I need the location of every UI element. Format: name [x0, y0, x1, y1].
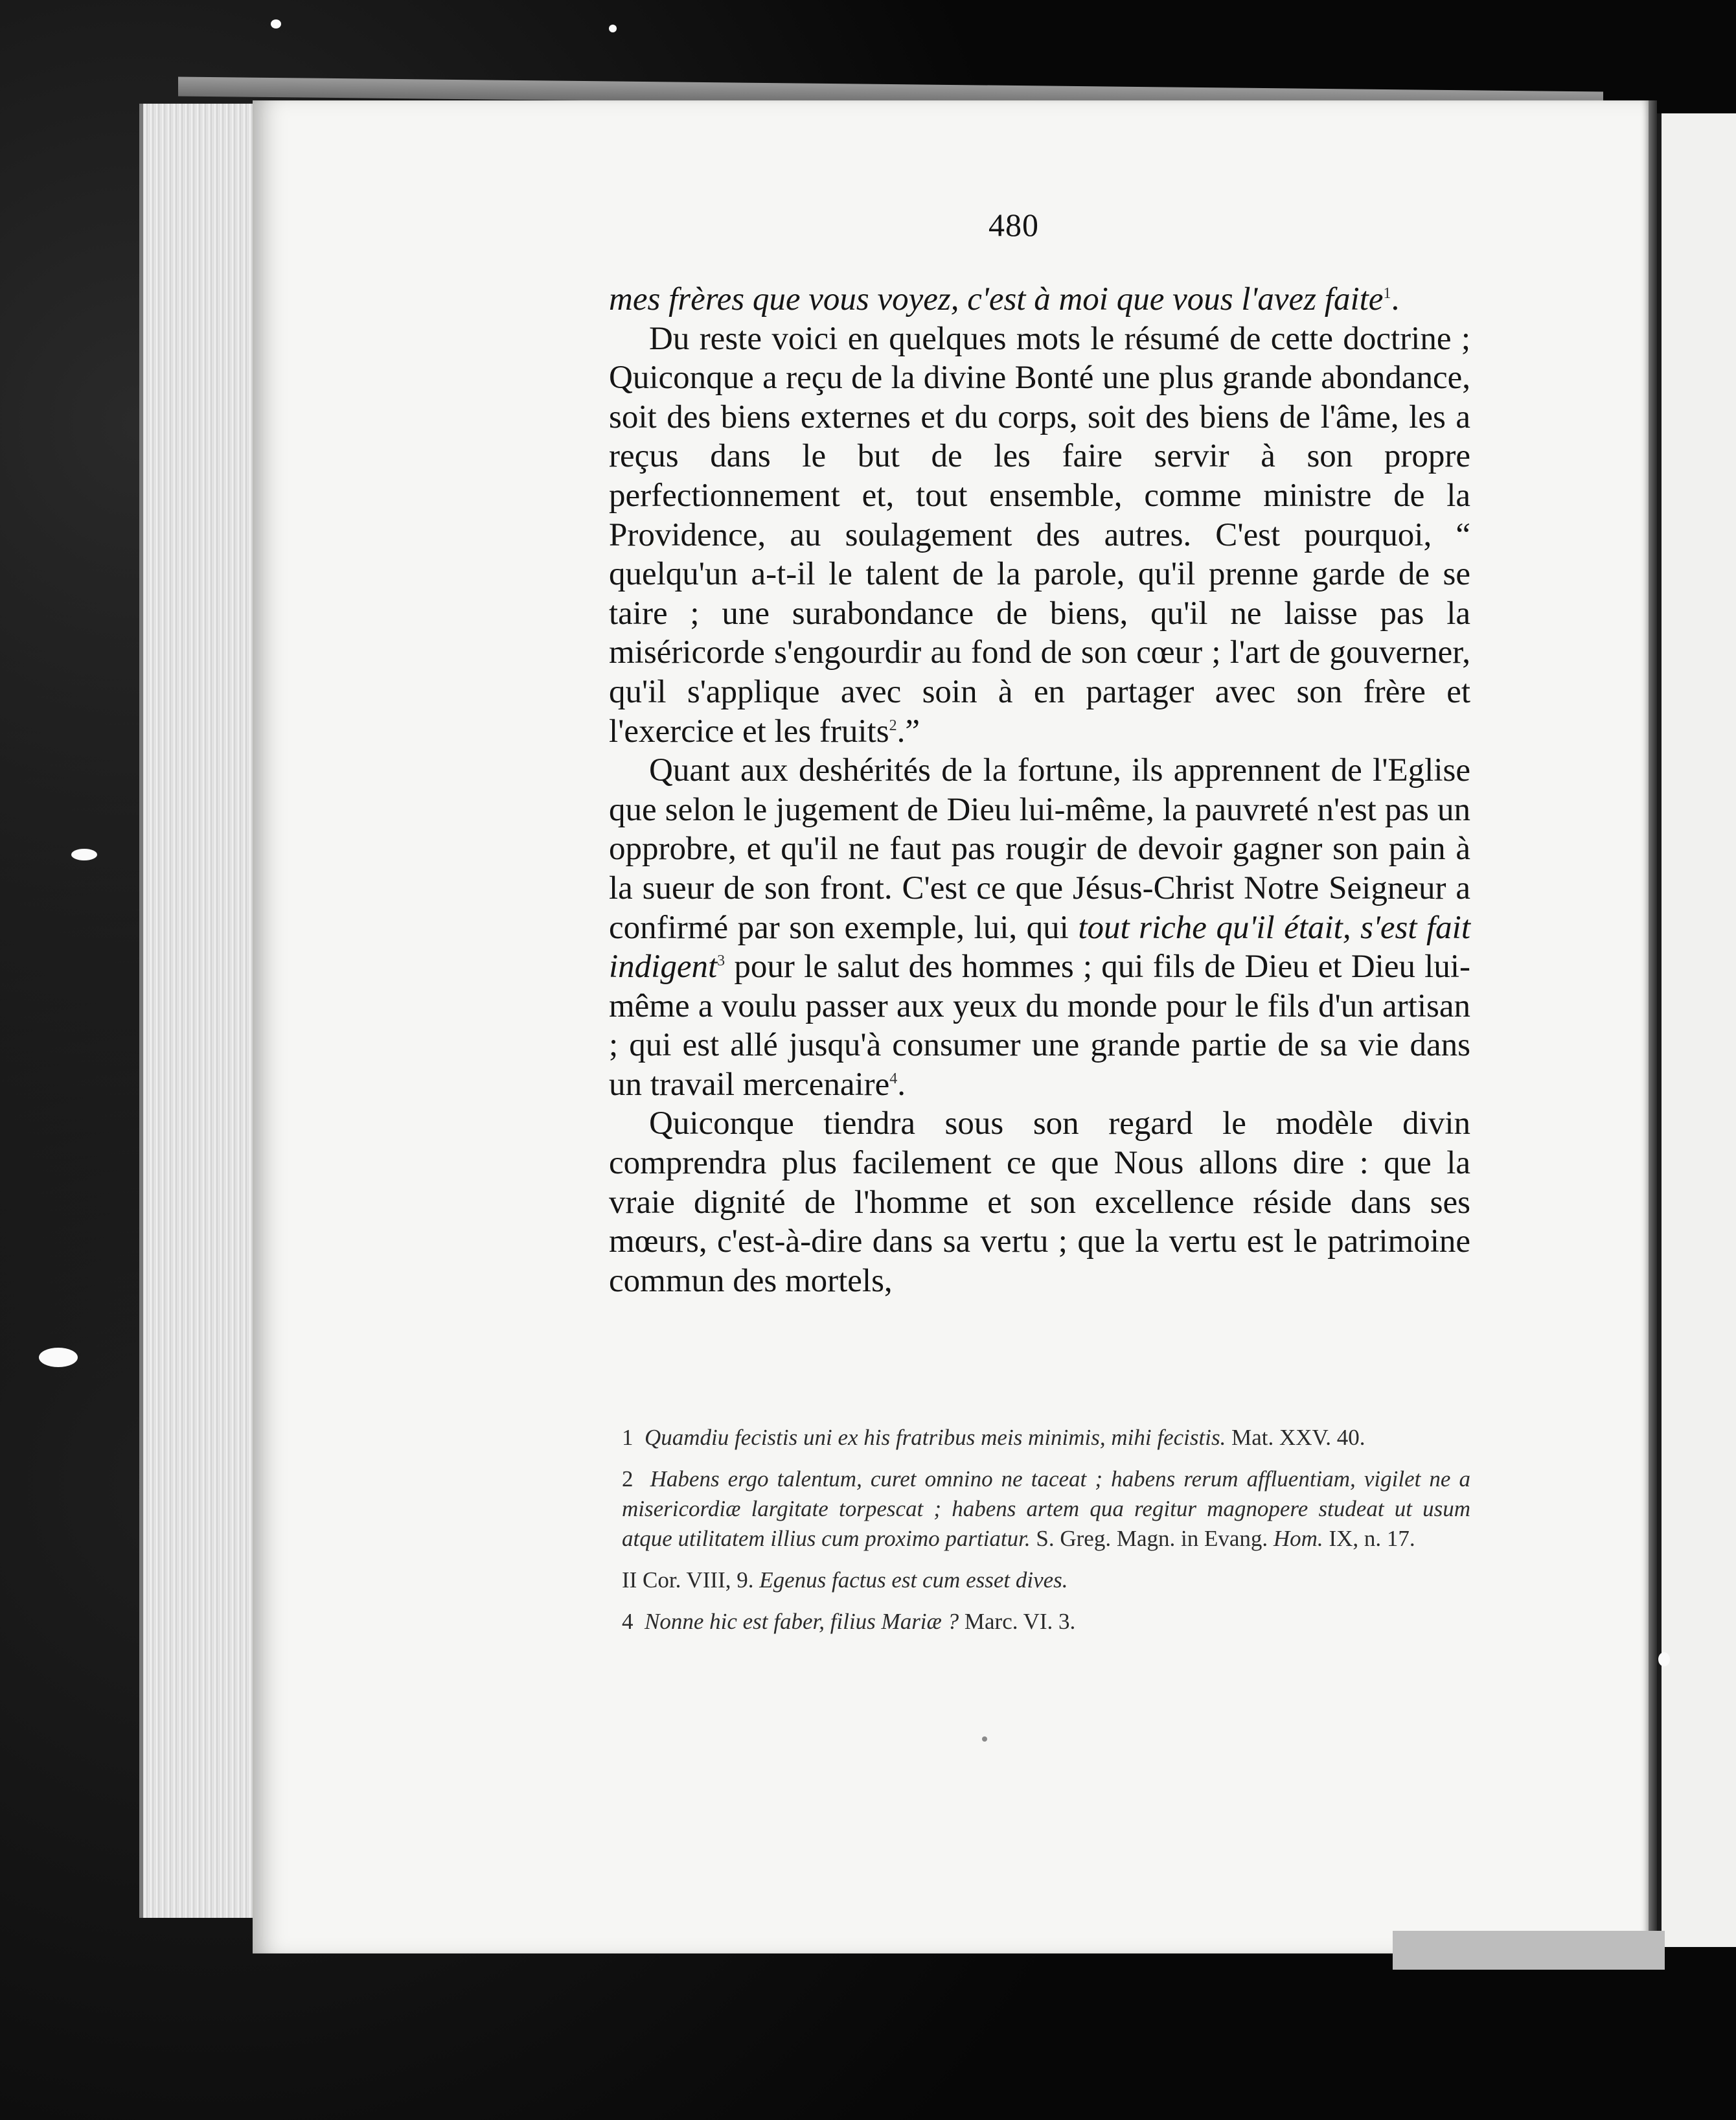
- footnotes: [622, 1423, 1470, 1648]
- scan-speck: [1658, 1652, 1670, 1666]
- note-ref-2: 2: [889, 717, 897, 734]
- p3-italic: tout riche qu'il était, s'est fait indigent: [609, 909, 1470, 985]
- p3-text-b: pour le salut des hommes ; qui fils de Dieu et Dieu lui-même a voulu passer aux yeux du monde pour le fils d'un artisan ; qui est allé jusqu'à consumer une grande partie de sa vie dans un travail mercenaire: [609, 949, 1471, 1103]
- footnote-latin: Egenus factus est cum esset dives.: [759, 1567, 1068, 1593]
- p2-text: Du reste voici en quelques mots le résumé de cette doctrine ; Quiconque a reçu de la divine Bonté une plus grande abondance, soit des biens externes et du corps, soit des biens de l'âme, les a reçus dans le but de les faire servir à son propre perfectionnement et, tout ensemble, comme ministre de la Providence, au soulagement des autres. C'est pourquoi, “ quelqu'un a-t-il le talent de la parole, qu'il prenne garde de se taire ; une surabondance de biens, qu'il ne laisse pas la miséricorde s'engourdir au fond de son cœur ; l'art de gouverner, qu'il s'applique avec soin à en partager avec son frère et l'exercice et les fruits: [609, 320, 1470, 750]
- footnote-number: 4: [622, 1609, 634, 1634]
- facing-page: [1655, 113, 1736, 1947]
- scan-speck: [982, 1736, 987, 1742]
- footnote-reference-tail: IX, n. 17.: [1329, 1526, 1415, 1551]
- page-underside: [1393, 1931, 1665, 1970]
- paragraph-4: [609, 1104, 1470, 1300]
- footnote-1: [622, 1423, 1470, 1453]
- body-text: [609, 280, 1470, 1300]
- p3-end: .: [897, 1066, 906, 1103]
- paragraph-1: [609, 280, 1470, 319]
- note-ref-4: 4: [889, 1070, 898, 1087]
- scan-speck: [271, 19, 281, 29]
- footnote-latin: Quamdiu fecistis uni ex his fratribus meis minimis, mihi fecistis.: [645, 1425, 1226, 1450]
- footnote-latin: Nonne hic est faber, filius Mariæ ?: [645, 1609, 959, 1634]
- footnote-reference: S. Greg. Magn. in Evang.: [1036, 1526, 1268, 1551]
- footnote-reference: II Cor. VIII, 9.: [622, 1567, 754, 1593]
- note-ref-3: 3: [717, 952, 725, 970]
- scan-speck: [39, 1348, 78, 1367]
- paragraph-3: [609, 751, 1470, 1104]
- footnote-latin: Habens ergo talentum, curet omnino ne taceat ; habens rerum affluentiam, vigilet ne a misericordiæ largitate torpescat ; habens artem qua regitur magnopere studeat ut usum atque utilitatem illius cum proximo partiatur.: [622, 1466, 1471, 1551]
- p3-text-a: Quant aux deshérités de la fortune, ils apprennent de l'Eglise que selon le jugement de Dieu lui-même, la pauvreté n'est pas un opprobre, et qu'il ne faut pas rougir de devoir gagner son pain à la sueur de son front. C'est ce que Jésus-Christ Notre Seigneur a confirmé par son exemple, lui, qui: [609, 752, 1470, 946]
- scan-speck: [71, 849, 97, 860]
- p2-end: .”: [897, 713, 920, 750]
- footnote-reference-italic: Hom.: [1273, 1526, 1323, 1551]
- footnote-number: 2: [622, 1466, 634, 1492]
- scan-speck: [609, 25, 617, 32]
- footnote-reference: Marc. VI. 3.: [964, 1609, 1076, 1634]
- footnote-reference: Mat. XXV. 40.: [1231, 1425, 1365, 1450]
- quote-italic: mes frères que vous voyez, c'est à moi que vous l'avez faite: [609, 281, 1384, 317]
- footnote-2: [622, 1464, 1470, 1554]
- footnote-3: [622, 1565, 1470, 1595]
- page-edges: [139, 104, 260, 1918]
- note-ref-1: 1: [1383, 285, 1391, 302]
- page-number: 480: [988, 207, 1039, 243]
- p4-text: Quiconque tiendra sous son regard le modèle divin comprendra plus facilement ce que Nous allons dire : que la vraie dignité de l'homme et son excellence réside dans ses mœurs, c'est-à-dire dans sa vertu ; que la vertu est le patrimoine commun des mortels,: [609, 1105, 1470, 1299]
- footnote-number: 1: [622, 1425, 634, 1450]
- footnote-4: [622, 1607, 1470, 1637]
- paragraph-2: [609, 319, 1470, 752]
- p1-end: .: [1391, 281, 1400, 317]
